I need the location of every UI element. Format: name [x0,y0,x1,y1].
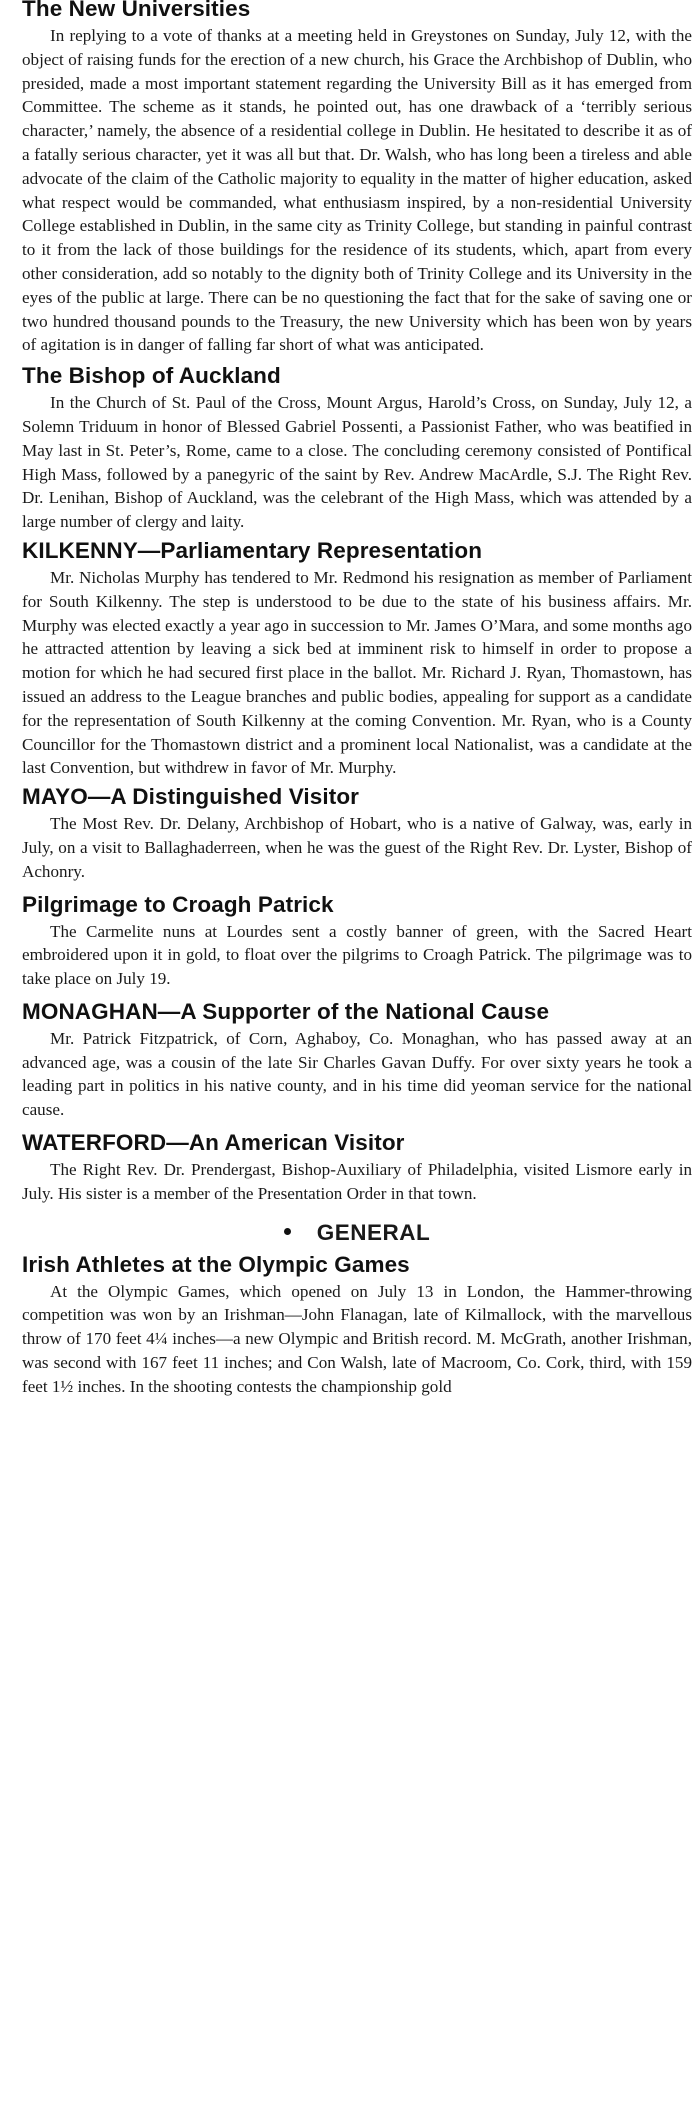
article-headline: KILKENNY—Parliamentary Representation [22,537,483,563]
article-bishop-of-auckland [22,361,692,534]
article-headline: The New Universities [22,0,251,21]
article-headline: Pilgrimage to Croagh Patrick [22,891,334,917]
article-new-universities [22,0,692,357]
article-body: Mr. Patrick Fitzpatrick, of Corn, Aghaboy, Co. Monaghan, who has passed away at an advanced age, was a cousin of the late Sir Charles Gavan Duffy. For over sixty years he took a leading part in politics in his native county, and in his time did yeoman service for the national cause. [22,1028,692,1120]
bullet-icon [284,1228,291,1235]
article-body: In replying to a vote of thanks at a meeting held in Greystones on Sunday, July 12, with the object of raising funds for the erection of a new church, his Grace the Archbishop of Dublin, who presided, made a most important statement regarding the University Bill as it has emerged from Committee. The scheme as it stands, he pointed out, has one drawback of a ‘terribly serious character,’ namely, the absence of a residential college in Dublin. He hesitated to describe it as of a fatally serious character, yet it was all but that. Dr. Walsh, who has long been a tireless and able advocate of the claim of the Catholic majority to equality in the matter of higher education, asked what respect would be commanded, what enthusiasm inspired, by a non-residential University College established in Dublin, in the same city as Trinity College, but standing in painful contrast to it from the lack of those buildings for the residence of its students, which, apart from every other consideration, add so notably to the dignity both of Trinity College and its University in the eyes of the public at large. There can be no questioning the fact that for the sake of saving one or two hundred thousand pounds to the Treasury, the new University which has been won by years of agitation is in danger of falling far short of what was anticipated. [22,26,692,355]
section-heading [22,1218,692,1248]
article-body: At the Olympic Games, which opened on July 13 in London, the Hammer-throwing competition was won by an Irishman—John Flanagan, late of Kilmallock, with the marvellous throw of 170 feet 4¼ inches—a new Olympic and British record. M. McGrath, another Irishman, was second with 167 feet 11 inches; and Con Walsh, late of Macroom, Co. Cork, third, with 159 feet 1½ inches. In the shooting contests the championship gold [22,1281,692,1396]
article-body: Mr. Nicholas Murphy has tendered to Mr. Redmond his resignation as member of Parliament for South Kilkenny. The step is understood to be due to the state of his business affairs. Mr. Murphy was elected exactly a year ago in succession to Mr. James O’Mara, and some months ago he attracted attention by leaving a sick bed at imminent risk to himself in order to propose a motion for which he had secured first place in the ballot. Mr. Richard J. Ryan, Thomastown, has issued an address to the League branches and public bodies, appealing for support as a candidate for the representation of South Kilkenny at the coming Convention. Mr. Ryan, who is a County Councillor for the Thomastown district and a prominent local Nationalist, was a candidate at the last Convention, but withdrew in favor of Mr. Murphy. [22,567,692,778]
article-irish-athletes [22,1250,692,1399]
article-headline: WATERFORD—An American Visitor [22,1130,405,1156]
article-body: The Carmelite nuns at Lourdes sent a costly banner of green, with the Sacred Heart embroidered upon it in gold, to float over the pilgrims to Croagh Patrick. The pilgrimage was to take place on July 19. [22,921,692,989]
article-headline: Irish Athletes at the Olympic Games [22,1251,410,1277]
article-body: In the Church of St. Paul of the Cross, Mount Argus, Harold’s Cross, on Sunday, July 12, a Solemn Triduum in honor of Blessed Gabriel Possenti, a Passionist Father, who was beatified in May last in St. Peter’s, Rome, came to a close. The concluding ceremony consisted of Pontifical High Mass, followed by a panegyric of the saint by Rev. Andrew MacArdle, S.J. The Right Rev. Dr. Lenihan, Bishop of Auckland, was the celebrant of the High Mass, which was attended by a large number of clergy and laity. [22,393,692,532]
article-croagh-patrick [22,890,692,991]
article-waterford [22,1128,692,1206]
article-headline: MAYO—A Distinguished Visitor [22,784,360,810]
article-monaghan [22,997,692,1122]
article-headline: The Bishop of Auckland [22,363,281,389]
article-mayo [22,782,692,883]
article-body: The Right Rev. Dr. Prendergast, Bishop-Auxiliary of Philadelphia, visited Lismore early in July. His sister is a member of the Presentation Order in that town. [22,1160,692,1203]
article-headline: MONAGHAN—A Supporter of the National Cause [22,998,550,1024]
section-title: GENERAL [316,1219,431,1245]
article-kilkenny [22,536,692,780]
article-body: The Most Rev. Dr. Delany, Archbishop of Hobart, who is a native of Galway, was, early in July, on a visit to Ballaghaderreen, when he was the guest of the Right Rev. Dr. Lyster, Bishop of Achonry. [22,814,692,881]
